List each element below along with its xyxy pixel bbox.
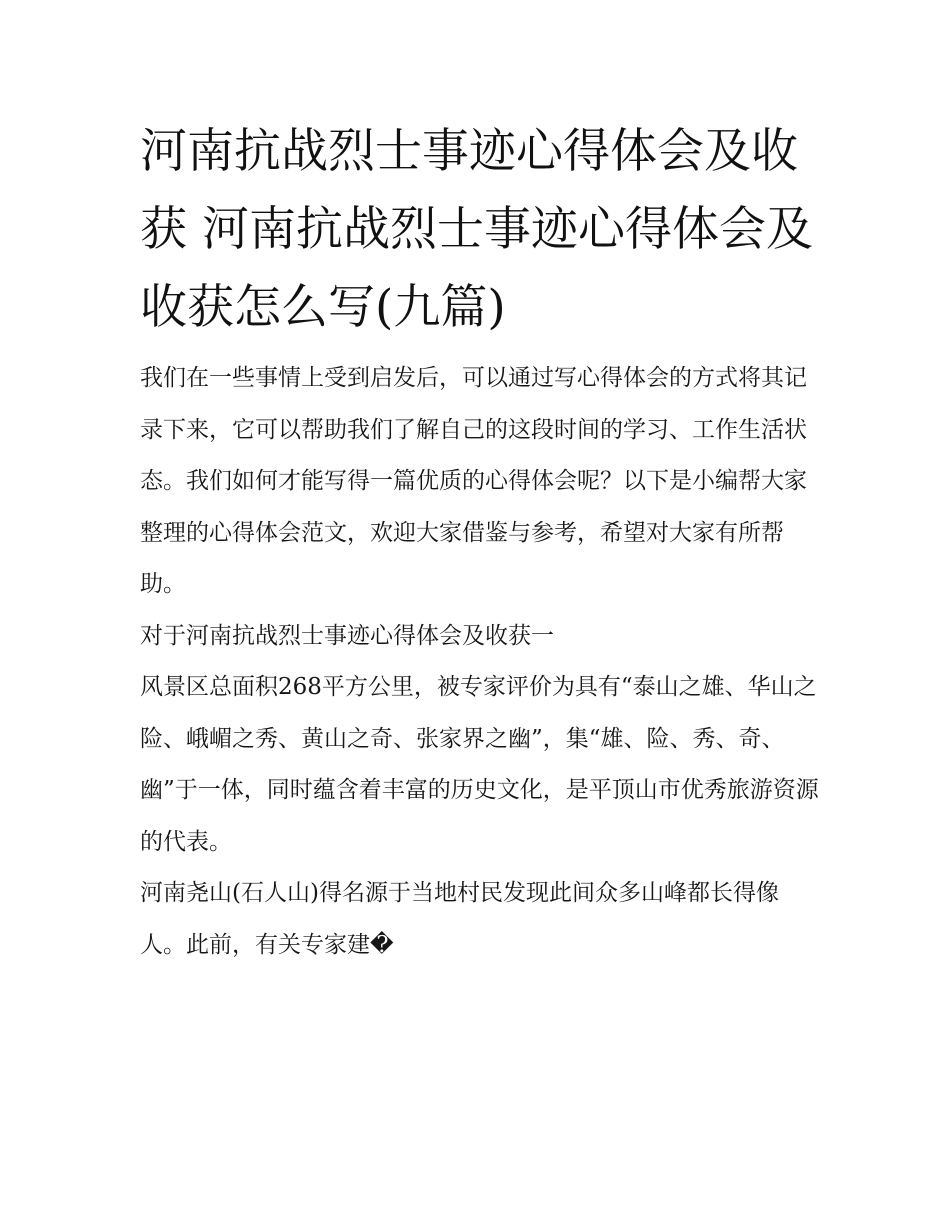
intro-paragraph: 我们在一些事情上受到启发后，可以通过写心得体会的方式将其记录下来，它可以帮助我们了解自己的这段时间的学习、工作生活状态。我们如何才能写得一篇优质的心得体会呢？以下是小编帮大家整理的心得体会范文，欢迎大家借鉴与参考，希望对大家有所帮助。 <box>140 365 807 597</box>
scenic-area-paragraph: 风景区总面积268平方公里，被专家评价为具有“泰山之雄、华山之险、峨嵋之秀、黄山之奇、张家界之幽”，集“雄、险、秀、奇、幽”于一体，同时蕴含着丰富的历史文化，是平顶山市优秀旅游资源的代表。 <box>140 674 819 855</box>
section-heading: 对于河南抗战烈士事迹心得体会及收获一 <box>140 622 554 649</box>
page-title: 河南抗战烈士事迹心得体会及收获 河南抗战烈士事迹心得体会及收获怎么写(九篇) <box>140 124 813 335</box>
yaoshan-paragraph: 河南尧山(石人山)得名源于当地村民发现此间众多山峰都长得像人。此前，有关专家建� <box>140 880 779 958</box>
document-body <box>140 353 820 971</box>
